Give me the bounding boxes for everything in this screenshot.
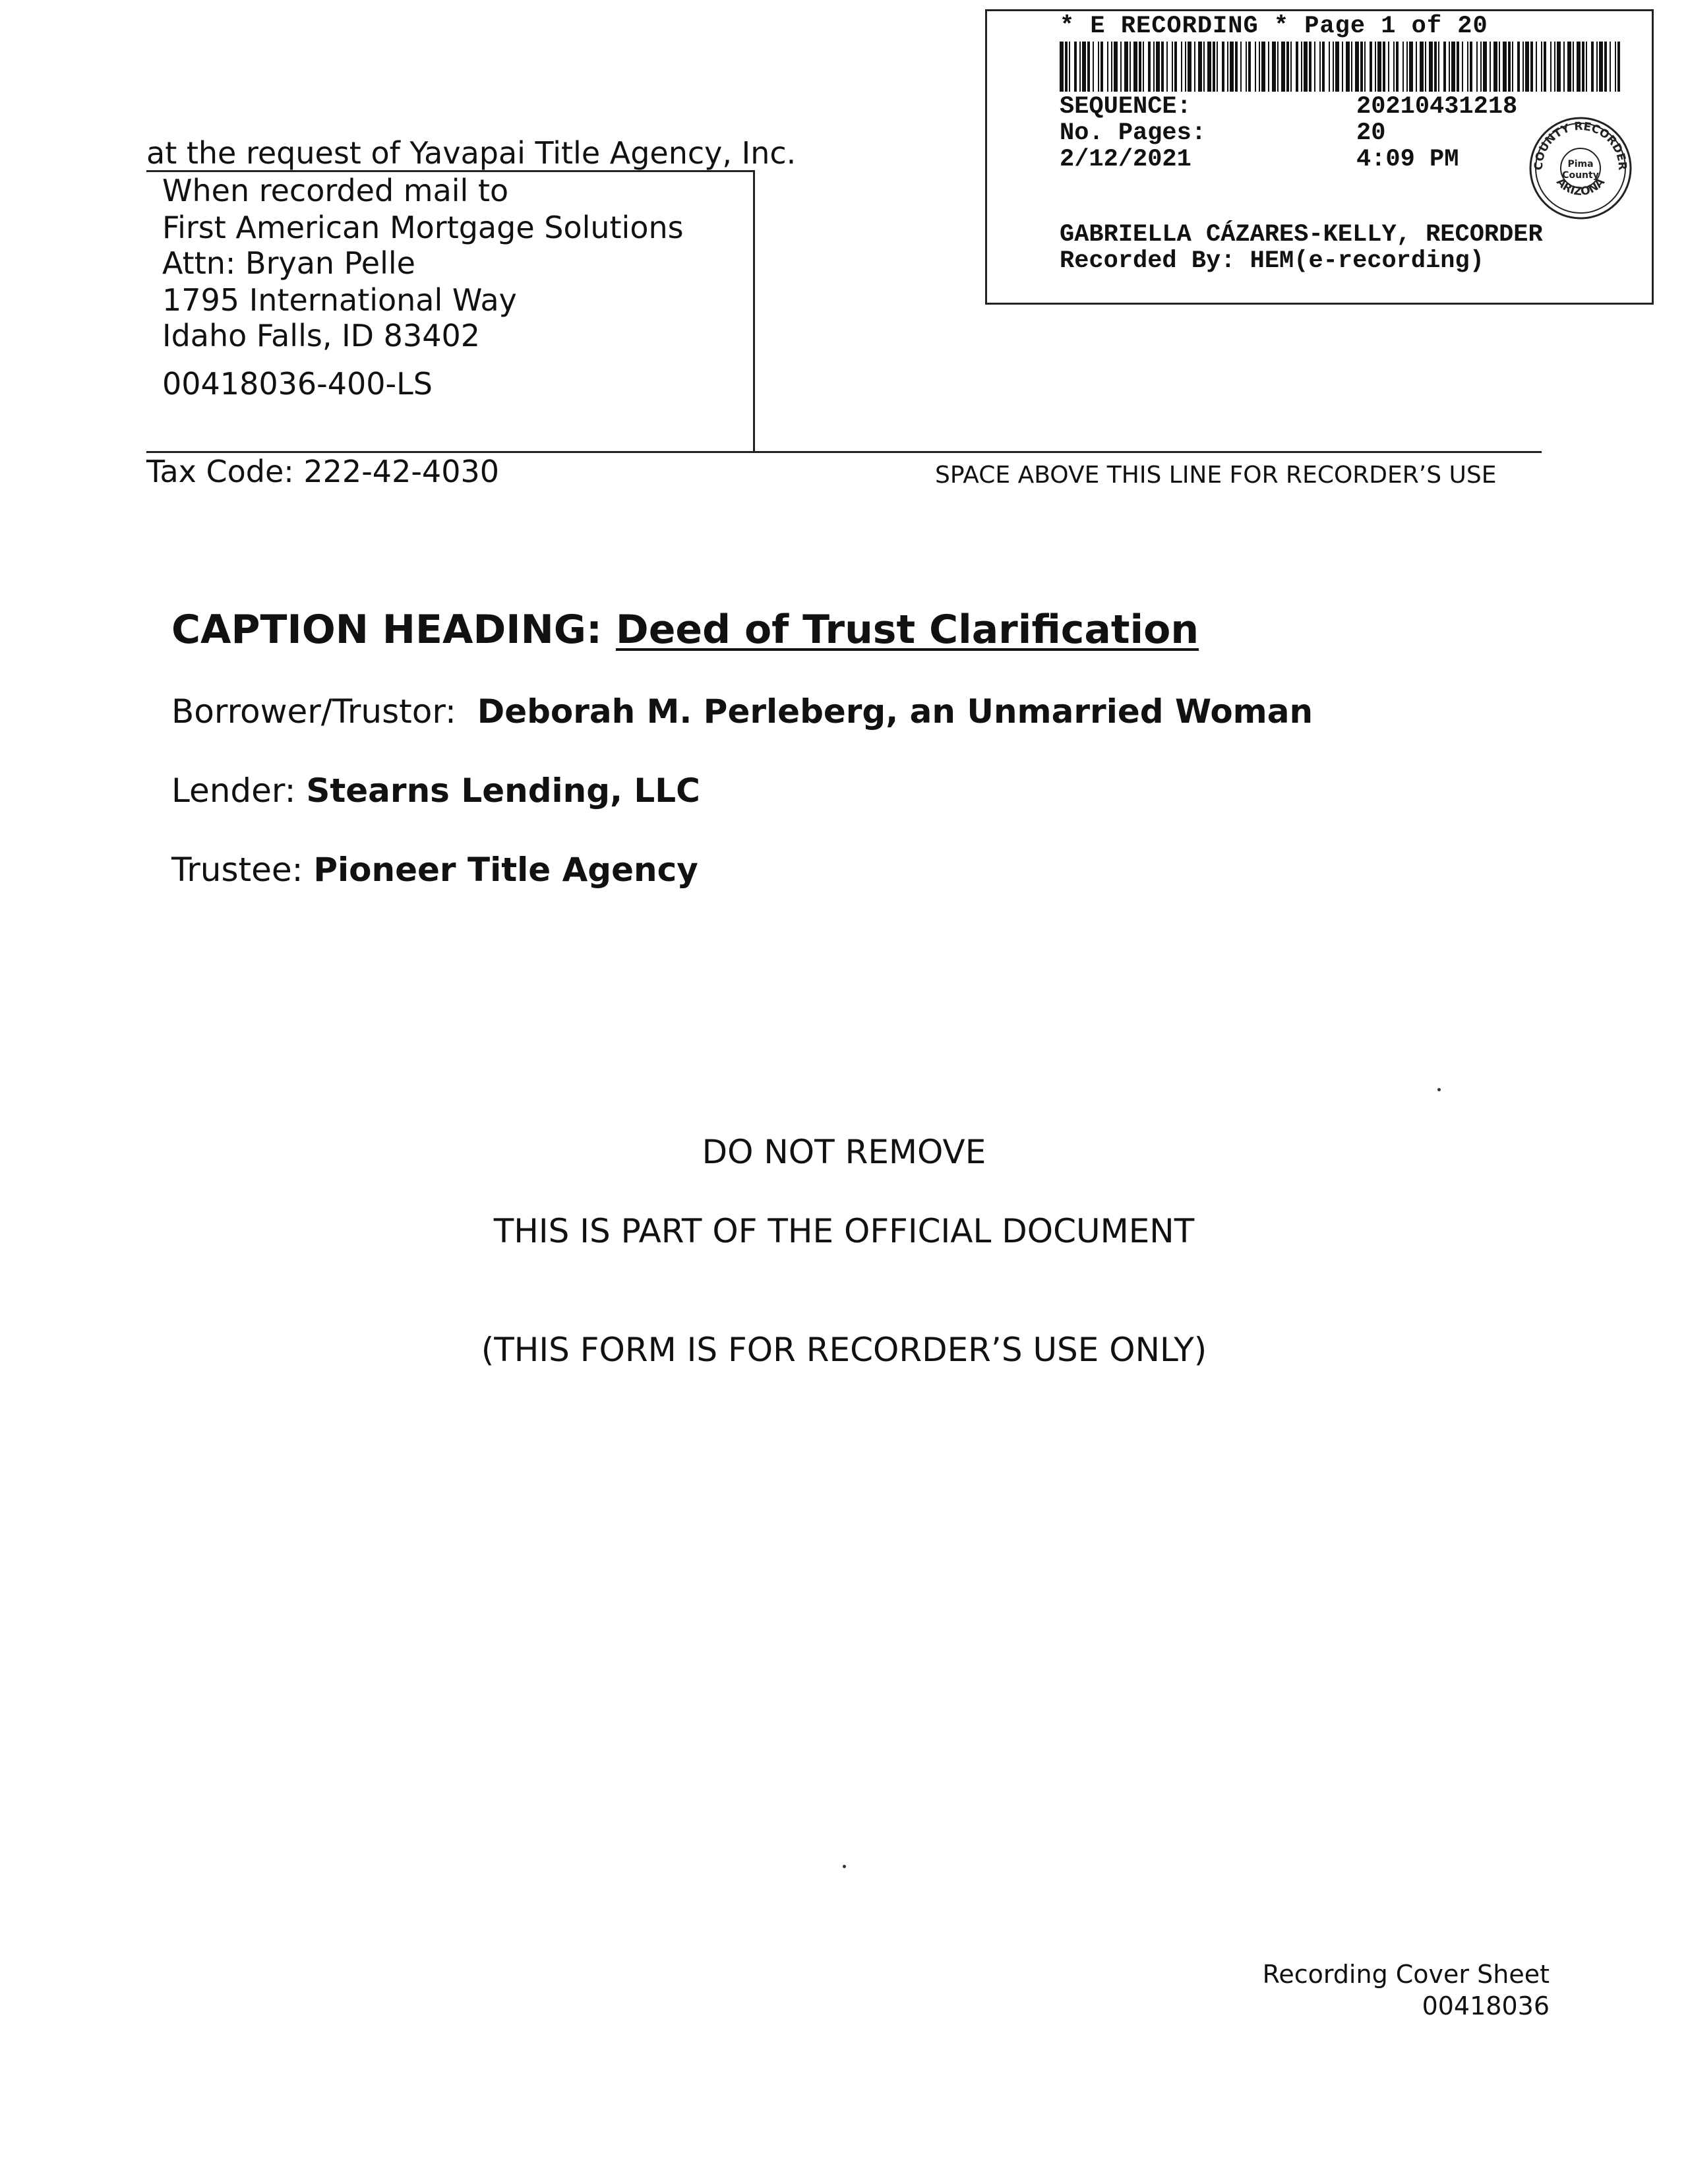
barcode-bar [1124,42,1128,92]
barcode-bar [1425,42,1426,92]
cover-sheet-number: 00418036 [1422,1991,1550,2020]
barcode-bar [1314,42,1315,92]
barcode-bar [1065,42,1068,92]
barcode-bar [1082,42,1086,92]
svg-text:County: County [1562,170,1599,181]
barcode-bar [1438,42,1439,92]
barcode-bar [1610,42,1611,92]
tax-code: Tax Code: 222-42-4030 [146,454,499,489]
trustee-row [171,851,698,889]
barcode-bar [1434,42,1437,92]
barcode-bar [1069,42,1070,92]
barcode-bar [1599,42,1603,92]
barcode-bar [1375,42,1376,92]
barcode-bar [1207,42,1211,92]
barcode-bar [1194,42,1195,92]
sequence-label: SEQUENCE: [1060,93,1191,121]
barcode-bar [1248,42,1251,92]
barcode-bar [1406,42,1408,92]
barcode-bar [1333,42,1334,92]
company-line: First American Mortgage Solutions [162,210,684,245]
barcode-bar [1172,42,1173,92]
caption-label: CAPTION HEADING: [171,607,603,653]
svg-text:ARIZONA: ARIZONA [1553,175,1608,199]
barcode-bar [1554,42,1555,92]
barcode-bar [1503,42,1507,92]
barcode-bar [1409,42,1413,92]
do-not-remove-notice: DO NOT REMOVE [702,1133,986,1171]
barcode-bar [1402,42,1404,92]
barcode-bar [1098,42,1099,92]
recorded-by: Recorded By: HEM(e-recording) [1060,247,1484,275]
barcode-bar [1522,42,1524,92]
barcode-bar [1296,42,1298,92]
svg-text:Pima: Pima [1567,159,1594,169]
barcode-bar [1114,42,1118,92]
barcode-bar [1213,42,1215,92]
recorder-name: GABRIELLA CÁZARES-KELLY, RECORDER [1060,221,1543,249]
recorder-stamp [985,9,1654,305]
barcode-bar [1512,42,1513,92]
barcode-bar [1530,42,1533,92]
barcode-bar [1377,42,1381,92]
barcode-bar [1355,42,1359,92]
barcode-bar [1156,42,1160,92]
barcode-bar [1342,42,1343,92]
barcode-bar [1319,42,1321,92]
barcode-bar [1246,42,1247,92]
barcode-bar [1499,42,1500,92]
barcode-bar [1591,42,1594,92]
barcode-bar [1567,42,1571,92]
mail-to-line: When recorded mail to [162,173,509,208]
barcode-bar [1573,42,1574,92]
barcode-bar [1133,42,1137,92]
barcode-bar [1582,42,1584,92]
barcode-bar [1517,42,1520,92]
sequence-value: 20210431218 [1356,93,1518,121]
lender-row [171,772,700,810]
barcode-bar [1255,42,1256,92]
barcode-bar [1153,42,1155,92]
barcode-bar [1100,42,1103,92]
borrower-row [171,692,1313,731]
barcode-bar [1309,42,1311,92]
stray-mark [843,1865,846,1868]
barcode-bar [1281,42,1285,92]
barcode-bar [1174,42,1177,92]
barcode-bar [1550,42,1552,92]
barcode-bar [1272,42,1276,92]
pages-value: 20 [1356,119,1386,147]
stray-mark [1437,1088,1441,1091]
barcode-bar [1476,42,1478,92]
barcode-bar [1483,42,1487,92]
barcode-bar [1508,42,1511,92]
barcode-bar [1383,42,1385,92]
barcode-bar [1074,42,1077,92]
svg-text:COUNTY RECORDER: COUNTY RECORDER [1532,119,1629,171]
barcode-bar [1130,42,1131,92]
barcode-bar [1490,42,1491,92]
barcode-bar [1604,42,1607,92]
barcode-bar [1493,42,1497,92]
barcode-bar [1290,42,1292,92]
barcode-bar [1111,42,1112,92]
recorder-space-rule [146,451,1542,453]
barcode-bar [1420,42,1424,92]
barcode-bar [1617,42,1620,92]
request-line: at the request of Yavapai Title Agency, Inc. [146,135,797,171]
barcode-bar [1360,42,1363,92]
barcode-bar [1222,42,1224,92]
street-line: 1795 International Way [162,282,517,318]
divider [753,170,755,452]
barcode-bar [1277,42,1279,92]
record-time: 4:09 PM [1356,146,1459,173]
barcode-bar [1563,42,1565,92]
barcode-bar [1261,42,1265,92]
stamp-header: * E RECORDING * Page 1 of 20 [1060,13,1488,40]
pages-label: No. Pages: [1060,119,1207,147]
divider [146,170,753,172]
barcode-bar [1087,42,1090,92]
barcode-bar [1198,42,1202,92]
barcode-bar [1393,42,1395,92]
barcode-bar [1188,42,1191,92]
barcode-bar [1304,42,1308,92]
barcode-bar [1443,42,1446,92]
space-above-note: SPACE ABOVE THIS LINE FOR RECORDER’S USE [935,462,1497,489]
barcode-bar [1322,42,1325,92]
borrower-label: Borrower/Trustor: [171,692,456,731]
barcode-bar [1185,42,1186,92]
barcode [1060,42,1620,92]
official-document-notice: THIS IS PART OF THE OFFICIAL DOCUMENT [493,1212,1195,1250]
barcode-bar [1451,42,1455,92]
barcode-bar [1181,42,1182,92]
barcode-bar [1364,42,1366,92]
barcode-bar [1329,42,1330,92]
barcode-bar [1557,42,1561,92]
barcode-bar [1227,42,1228,92]
barcode-bar [1541,42,1542,92]
lender-label: Lender: [171,772,296,810]
barcode-bar [1139,42,1141,92]
barcode-bar [1079,42,1081,92]
barcode-bar [1370,42,1372,92]
barcode-bar [1470,42,1472,92]
barcode-bar [1577,42,1581,92]
barcode-bar [1596,42,1598,92]
recorder-use-notice: (THIS FORM IS FOR RECORDER’S USE ONLY) [481,1331,1207,1369]
barcode-bar [1093,42,1094,92]
barcode-bar [1240,42,1242,92]
caption-heading [171,607,1199,653]
barcode-bar [1268,42,1269,92]
lender-value: Stearns Lending, LLC [306,772,700,810]
barcode-bar [1143,42,1144,92]
barcode-bar [1235,42,1238,92]
trustee-value: Pioneer Title Agency [313,851,698,889]
barcode-bar [1060,42,1064,92]
caption-value: Deed of Trust Clarification [615,607,1199,653]
barcode-bar [1230,42,1234,92]
barcode-bar [1388,42,1389,92]
barcode-bar [1166,42,1168,92]
barcode-bar [1467,42,1468,92]
barcode-bar [1301,42,1302,92]
barcode-bar [1203,42,1205,92]
barcode-bar [1615,42,1616,92]
barcode-bar [1396,42,1399,92]
barcode-bar [1416,42,1417,92]
order-number: 00418036-400-LS [162,366,433,402]
borrower-value: Deborah M. Perleberg, an Unmarried Woman [477,692,1313,731]
barcode-bar [1536,42,1537,92]
city-line: Idaho Falls, ID 83402 [162,318,481,353]
attention-line: Attn: Bryan Pelle [162,245,415,281]
barcode-bar [1462,42,1463,92]
barcode-bar [1120,42,1122,92]
record-date: 2/12/2021 [1060,146,1191,173]
barcode-bar [1335,42,1339,92]
barcode-bar [1429,42,1433,92]
barcode-bar [1161,42,1164,92]
barcode-bar [1217,42,1218,92]
barcode-bar [1449,42,1450,92]
barcode-bar [1457,42,1459,92]
county-seal-icon [1528,115,1633,221]
barcode-bar [1351,42,1352,92]
trustee-label: Trustee: [171,851,303,889]
barcode-bar [1259,42,1260,92]
barcode-bar [1286,42,1289,92]
cover-sheet-title: Recording Cover Sheet [1262,1960,1550,1989]
barcode-bar [1525,42,1529,92]
barcode-bar [1107,42,1108,92]
barcode-bar [1148,42,1151,92]
barcode-bar [1544,42,1546,92]
barcode-bar [1480,42,1482,92]
barcode-bar [1346,42,1350,92]
barcode-bar [1586,42,1587,92]
